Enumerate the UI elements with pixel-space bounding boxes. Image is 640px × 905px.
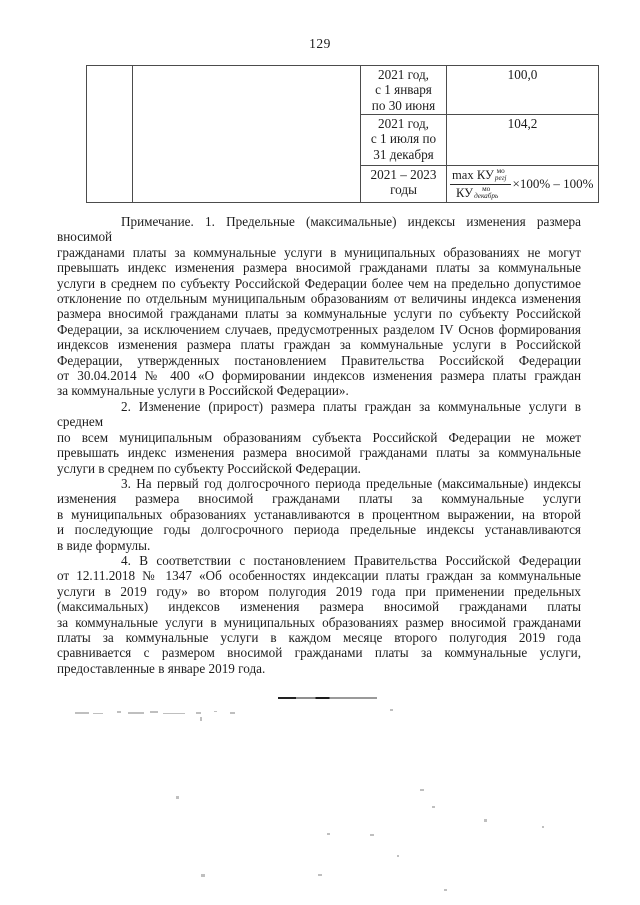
page-number: 129 bbox=[309, 36, 331, 51]
note-line: за коммунальные услуги в Российской Федерации». bbox=[57, 383, 349, 399]
note-line: отклонение по отдельным муниципальным образованиям от величины индекса изменения bbox=[57, 291, 581, 307]
formula-cell bbox=[447, 166, 599, 203]
period-line: 31 декабря bbox=[373, 146, 434, 162]
empty-cell-2 bbox=[133, 66, 361, 203]
note-line: от 12.11.2018 № 1347 «Об особенностях индексации платы граждан за коммунальные bbox=[57, 568, 581, 584]
index-value: 104,2 bbox=[507, 116, 538, 131]
period-line: 2021 – 2023 bbox=[370, 167, 437, 182]
period-cell-1 bbox=[361, 66, 447, 115]
note-line: в муниципальных образованиях устанавливаются в процентном выражении, на второй bbox=[57, 506, 581, 522]
note-line: сравнивается с размером вносимой гражданами платы за коммунальные услуги, bbox=[57, 645, 581, 661]
empty-cell-1 bbox=[87, 66, 133, 203]
note-line: и последующие годы долгосрочного периода предельные индексы устанавливаются bbox=[57, 522, 581, 538]
value-cell-2 bbox=[447, 115, 599, 166]
note-line: превышать индекс изменения размера вносимой гражданами платы за коммунальные bbox=[57, 445, 581, 461]
formula-num-superscript: мо bbox=[496, 167, 505, 175]
note-line: предоставленные в январе 2019 года. bbox=[57, 660, 266, 676]
note-line: Примечание. 1. Предельные (максимальные) индексы изменения размера вносимой bbox=[57, 214, 581, 245]
table-row bbox=[87, 66, 599, 115]
formula-num-subscript: регj bbox=[494, 173, 507, 182]
formula-num-base: max КУ bbox=[452, 168, 494, 182]
period-line: 2021 год, bbox=[378, 67, 429, 82]
formula-den-base: КУ bbox=[456, 186, 474, 200]
formula-suffix: ×100% – 100% bbox=[512, 176, 594, 192]
period-line: по 30 июня bbox=[371, 97, 436, 113]
period-cell-2 bbox=[361, 115, 447, 166]
index-value: 100,0 bbox=[507, 67, 538, 82]
period-line: 2021 год, bbox=[378, 116, 429, 131]
note-line: изменения размера вносимой гражданами платы за коммунальные услуги bbox=[57, 491, 581, 507]
note-line: за коммунальные услуги в муниципальных образованиях размер вносимой гражданами bbox=[57, 614, 581, 630]
note-line: размера вносимой гражданами платы за коммунальные услуги по субъекту Российской bbox=[57, 306, 581, 322]
note-line: Федерации, за исключением случаев, предусмотренных разделом IV Основ формирования bbox=[57, 321, 581, 337]
section-divider bbox=[278, 697, 377, 699]
note-line: услуги в среднем по субъекту Российской Федерации. bbox=[57, 460, 361, 476]
formula-den-scripts bbox=[474, 186, 498, 200]
note-line: платы за коммунальные услуги в каждом месяце второго полугодия 2019 года bbox=[57, 629, 581, 645]
formula-denominator bbox=[450, 185, 502, 200]
index-formula bbox=[448, 168, 597, 200]
note-line: услуги в 2019 году» во втором полугодия 2019 года при применении предельных bbox=[57, 583, 581, 599]
note-line: индексов изменения размера платы граждан за коммунальные услуги в Российской bbox=[57, 337, 581, 353]
period-line: годы bbox=[390, 182, 417, 198]
formula-den-superscript: мо bbox=[482, 185, 491, 193]
formula-fraction bbox=[450, 168, 511, 200]
period-cell-3 bbox=[361, 166, 447, 203]
note-line: 4. В соответствии с постановлением Правительства Российской Федерации bbox=[121, 552, 581, 568]
note-line: превышать индекс изменения размера вносимой гражданами платы за коммунальные bbox=[57, 260, 581, 276]
note-line: (максимальных) индексов изменения размера вносимой гражданами платы bbox=[57, 599, 581, 615]
note-line: 3. На первый год долгосрочного периода предельные (максимальные) индексы bbox=[121, 475, 581, 491]
value-cell-1 bbox=[447, 66, 599, 115]
note-line: в виде формулы. bbox=[57, 537, 151, 553]
note-line: услуги в среднем по субъекту Российской Федерации более чем на предельно допустимое bbox=[57, 275, 581, 291]
note-line: от 30.04.2014 № 400 «О формировании индексов изменения размера платы граждан bbox=[57, 368, 581, 384]
formula-den-subscript: декабрь bbox=[474, 191, 499, 200]
notes-text-block bbox=[57, 214, 581, 676]
note-line: по всем муниципальным образованиям субъекта Российской Федерации не может bbox=[57, 429, 581, 445]
formula-numerator bbox=[450, 168, 511, 185]
period-line: с 1 января bbox=[375, 82, 432, 98]
index-table bbox=[86, 65, 599, 203]
period-line: с 1 июля по bbox=[370, 131, 437, 147]
note-line: 2. Изменение (прирост) размера платы граждан за коммунальные услуги в среднем bbox=[57, 398, 581, 430]
formula-num-scripts bbox=[495, 168, 507, 182]
note-line: гражданами платы за коммунальные услуги в муниципальных образованиях не могут bbox=[57, 244, 581, 260]
note-line: Федерации, утвержденных постановлением Правительства Российской Федерации bbox=[57, 352, 581, 368]
